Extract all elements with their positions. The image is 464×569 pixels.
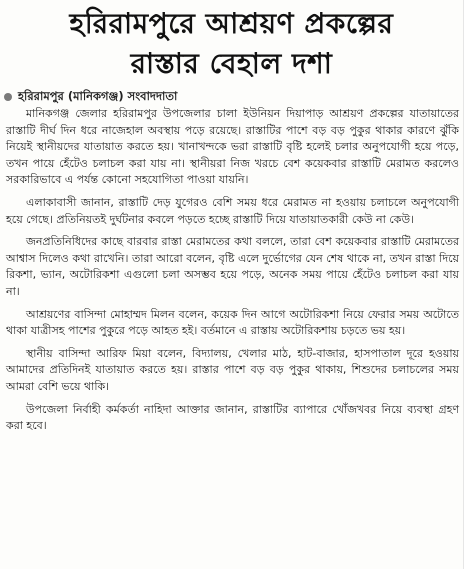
- headline-line-2: রাস্তার বেহাল দশা: [130, 47, 333, 80]
- paragraph: আশ্রয়ণের বাসিন্দা মোহাম্মদ মিলন বলেন, কয়েক দিন আগে অটোরিকশা নিয়ে ফেরার সময় অটোতে থাকা যাত্রীসহ পাশের পুকুরে পড়ে আহত হই। বর্তমানে এ রাস্তায় অটোরিকশায় চড়তে ভয় হয়।: [6, 307, 459, 338]
- paragraph: মানিকগঞ্জ জেলার হরিরামপুর উপজেলার চালা ইউনিয়ন দিয়াপাড় আশ্রয়ণ প্রকল্পের যাতায়াতের রাস্তাটি দীর্ঘ দিন ধরে নাজেহাল অবস্থায় পড়ে রয়েছে। রাস্তাটির পাশে বড় বড় পুকুর থাকার কারণে ঝুঁকি নিয়েই স্থানীয়দের যাতায়াত করতে হয়। খানাখন্দকে ভরা রাস্তাটি বৃষ্টি হলেই চলার অনুপযোগী হয়ে পড়ে, তখন পায়ে হেঁটেও চলাচল করা যায় না। স্থানীয়রা নিজ খরচে বেশ কয়েকবার রাস্তাটি মেরামত করলেও সরকারিভাবে এ পর্যন্ত কোনো সহযোগিতা পাওয়া যায়নি।: [6, 107, 459, 187]
- headline: [0, 0, 463, 84]
- byline: [4, 88, 463, 106]
- paragraph: স্থানীয় বাসিন্দা আরিফ মিয়া বলেন, বিদ্যালয়, খেলার মাঠ, হাট-বাজার, হাসপাতাল দূরে হওয়ায় আমাদের প্রতিদিনই যাতায়াত করতে হয়। রাস্তার পাশে বড় বড় পুকুর থাকায়, শিশুদের চলাচলের সময় আমরা বেশি ভয়ে থাকি।: [6, 346, 459, 393]
- article-body: [0, 106, 463, 435]
- paragraph: এলাকাবাসী জানান, রাস্তাটি দেড় যুগেরও বেশি সময় ধরে মেরামত না হওয়ায় চলাচলে অনুপযোগী হয়ে গেছে। প্রতিনিয়তই দুর্ঘটনার কবলে পড়তে হচ্ছে রাস্তাটি দিয়ে যাতায়াতকারী কেউ না কেউ।: [6, 195, 459, 226]
- bullet-icon: [4, 93, 12, 101]
- paragraph: জনপ্রতিনিধিদের কাছে বারবার রাস্তা মেরামতের কথা বললে, তারা বেশ কয়েকবার রাস্তাটি মেরামতের আশ্বাস দিলেও কথা রাখেনি। তারা আরো বলেন, বৃষ্টি এলে দুর্ভোগের যেন শেষ থাকে না, তখন রাস্তা দিয়ে রিকশা, ভ্যান, অটোরিকশা এগুলো চলা অসম্ভব হয়ে পড়ে, অনেক সময় পায়ে হেঁটেও চলাচল করা যায় না।: [6, 235, 459, 298]
- byline-text: হরিরামপুর (মানিকগঞ্জ) সংবাদদাতা: [18, 88, 178, 103]
- paragraph: উপজেলা নির্বাহী কর্মকর্তা নাহিদা আক্তার জানান, রাস্তাটির ব্যাপারে খোঁজখবর নিয়ে ব্যবস্থা গ্রহণ করা হবে।: [6, 402, 459, 433]
- headline-line-1: হরিরামপুরে আশ্রয়ণ প্রকল্পের: [69, 7, 394, 40]
